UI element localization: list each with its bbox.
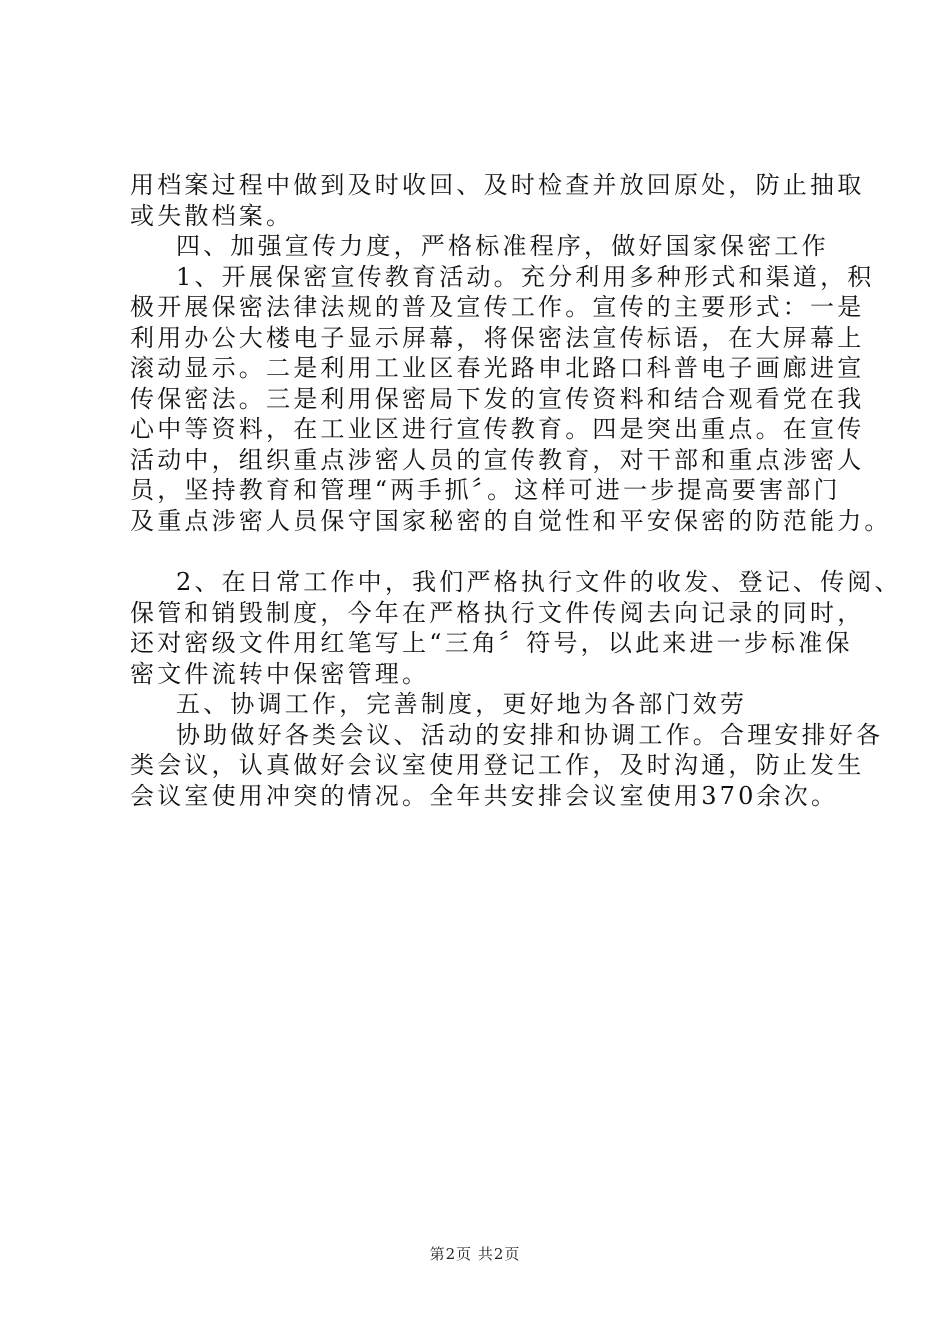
page-footer: 第2页 共2页 [429, 1245, 521, 1263]
text-line: 还对密级文件用红笔写上“三角〞符号，以此来进一步标准保 [130, 629, 853, 657]
paragraph-gap [130, 536, 830, 567]
text-line: 2、在日常工作中，我们严格执行文件的收发、登记、传阅、 [176, 568, 902, 596]
text-line: 极开展保密法律法规的普及宣传工作。宣传的主要形式：一是 [130, 293, 865, 321]
document-body [130, 170, 902, 811]
text-line: 滚动显示。二是利用工业区春光路申北路口科普电子画廊进宣 [130, 354, 865, 382]
text-line: 员，坚持教育和管理“两手抓〞。这样可进一步提高要害部门 [130, 476, 841, 504]
text-line: 保管和销毁制度，今年在严格执行文件传阅去向记录的同时， [130, 598, 865, 627]
text-line: 四、加强宣传力度，严格标准程序，做好国家保密工作 [176, 232, 829, 260]
text-line: 活动中，组织重点涉密人员的宣传教育，对干部和重点涉密人 [130, 445, 865, 474]
text-line: 类会议，认真做好会议室使用登记工作，及时沟通，防止发生 [130, 751, 865, 779]
text-line: 密文件流转中保密管理。 [130, 659, 430, 688]
text-line: 利用办公大楼电子显示屏幕，将保密法宣传标语，在大屏幕上 [130, 323, 865, 352]
text-line: 1、开展保密宣传教育活动。充分利用多种形式和渠道，积 [176, 262, 875, 291]
text-line: 或失散档案。 [130, 201, 294, 230]
text-line: 用档案过程中做到及时收回、及时检查并放回原处，防止抽取 [130, 171, 865, 199]
text-line: 会议室使用冲突的情况。全年共安排会议室使用370余次。 [130, 781, 839, 810]
text-line: 传保密法。三是利用保密局下发的宣传资料和结合观看党在我 [130, 384, 865, 413]
text-line: 五、协调工作，完善制度，更好地为各部门效劳 [176, 690, 748, 718]
text-line: 心中等资料，在工业区进行宣传教育。四是突出重点。在宣传 [130, 415, 865, 443]
text-line: 及重点涉密人员保守国家秘密的自觉性和平安保密的防范能力。 [130, 506, 892, 535]
text-line: 协助做好各类会议、活动的安排和协调工作。合理安排好各 [176, 720, 884, 749]
